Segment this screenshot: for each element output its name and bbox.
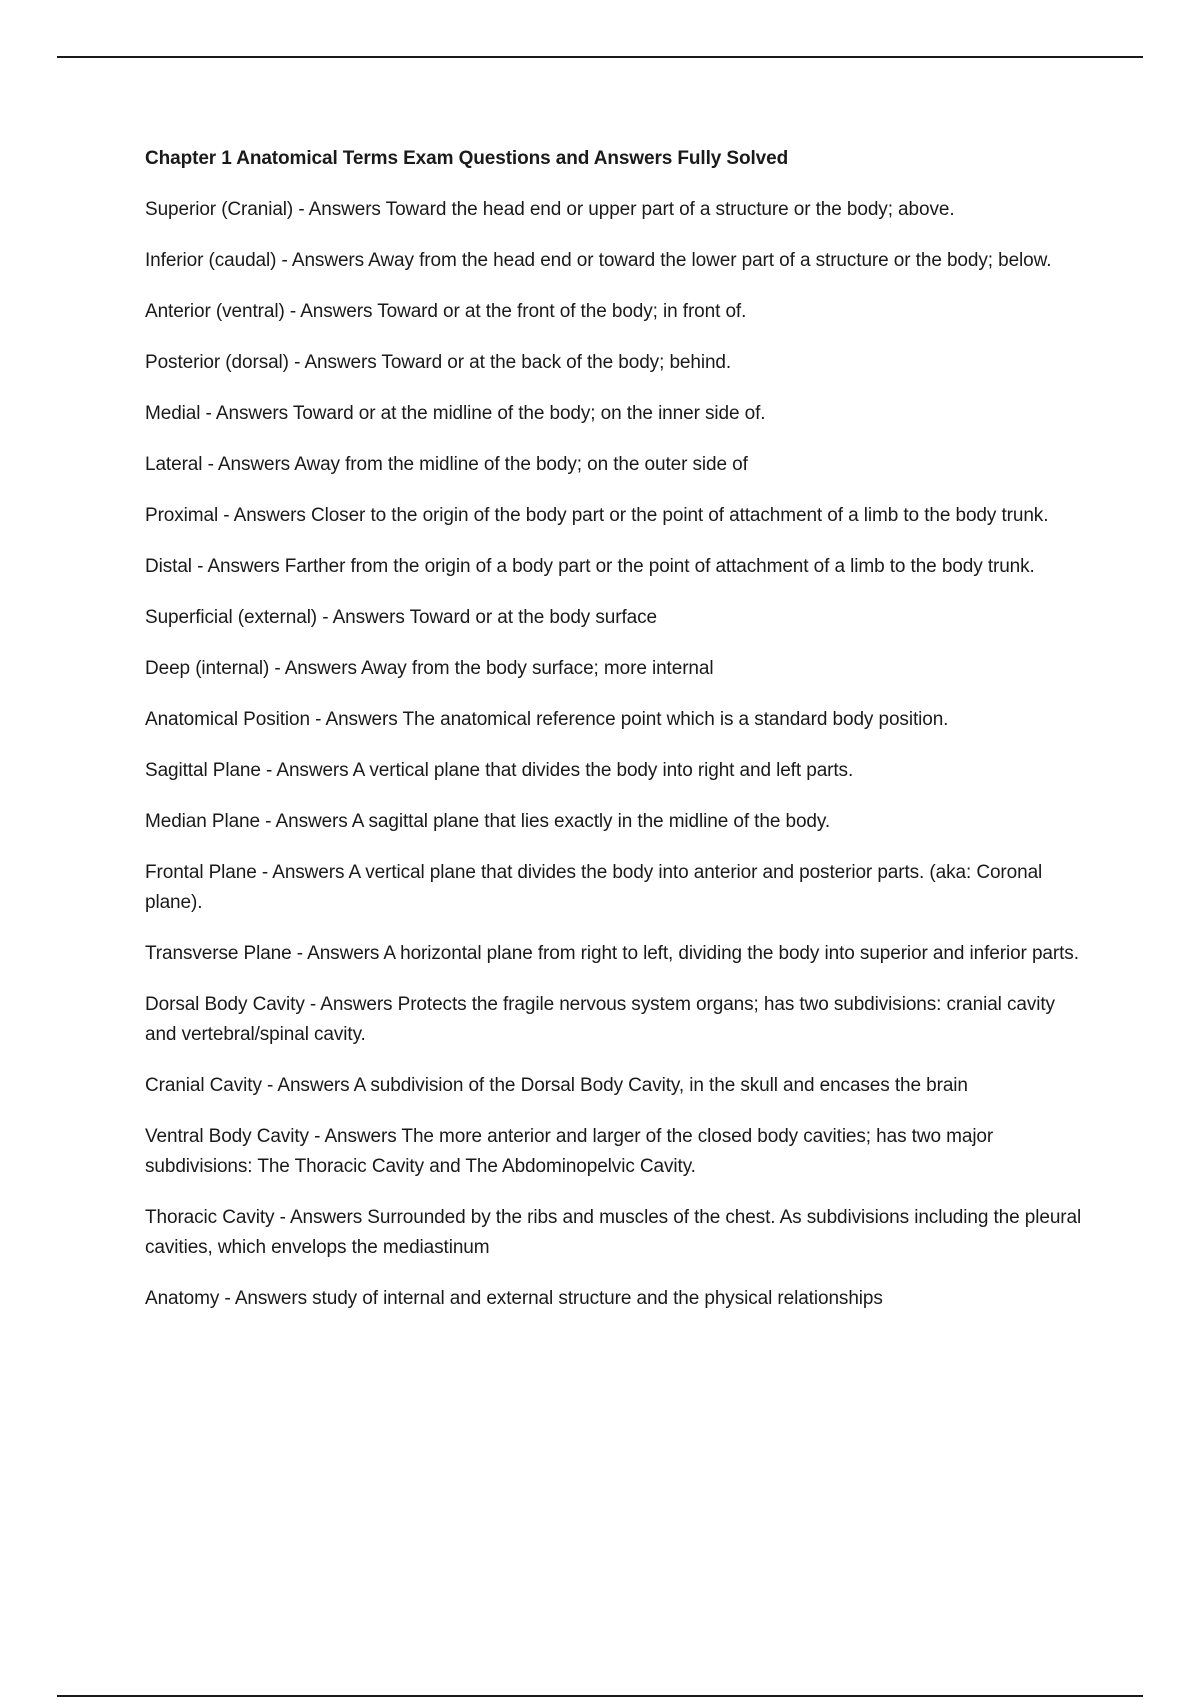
entry-anatomical-position: Anatomical Position - Answers The anatomical reference point which is a standard body position.: [145, 709, 949, 730]
entry-cranial-cavity: Cranial Cavity - Answers A subdivision of the Dorsal Body Cavity, in the skull and encases the brain: [145, 1075, 968, 1096]
entry-medial: Medial - Answers Toward or at the midline of the body; on the inner side of.: [145, 403, 766, 424]
entry-lateral: Lateral - Answers Away from the midline of the body; on the outer side of: [145, 454, 748, 475]
entry-posterior: Posterior (dorsal) - Answers Toward or at the back of the body; behind.: [145, 352, 732, 373]
entry-deep: Deep (internal) - Answers Away from the body surface; more internal: [145, 658, 714, 679]
entry-frontal-plane: Frontal Plane - Answers A vertical plane that divides the body into anterior and posterior parts. (aka: Coronal plane).: [145, 862, 1043, 913]
entry-superficial: Superficial (external) - Answers Toward or at the body surface: [145, 607, 657, 628]
entry-sagittal-plane: Sagittal Plane - Answers A vertical plane that divides the body into right and left parts.: [145, 760, 854, 781]
entry-ventral-body-cavity: Ventral Body Cavity - Answers The more anterior and larger of the closed body cavities; has two major subdivisions: The Thoracic Cavity and The Abdominopelvic Cavity.: [145, 1126, 994, 1177]
entry-dorsal-body-cavity: Dorsal Body Cavity - Answers Protects the fragile nervous system organs; has two subdivisions: cranial cavity and vertebral/spinal cavity.: [145, 994, 1055, 1045]
entry-inferior: Inferior (caudal) - Answers Away from the head end or toward the lower part of a structure or the body; below.: [145, 250, 1052, 271]
entry-transverse-plane: Transverse Plane - Answers A horizontal plane from right to left, dividing the body into superior and inferior parts.: [145, 943, 1079, 964]
entry-superior: Superior (Cranial) - Answers Toward the head end or upper part of a structure or the body; above.: [145, 199, 955, 220]
page-bottom-rule: [57, 1695, 1143, 1697]
entry-anatomy: Anatomy - Answers study of internal and external structure and the physical relationships: [145, 1288, 883, 1309]
entry-thoracic-cavity: Thoracic Cavity - Answers Surrounded by the ribs and muscles of the chest. As subdivisions including the pleural cavities, which envelops the mediastinum: [145, 1207, 1082, 1258]
entry-proximal: Proximal - Answers Closer to the origin of the body part or the point of attachment of a limb to the body trunk.: [145, 505, 1049, 526]
entry-anterior: Anterior (ventral) - Answers Toward or at the front of the body; in front of.: [145, 301, 747, 322]
document-title: Chapter 1 Anatomical Terms Exam Questions and Answers Fully Solved: [145, 148, 789, 169]
page-top-rule: [57, 56, 1143, 58]
document-body: [145, 144, 1085, 1335]
entry-distal: Distal - Answers Farther from the origin of a body part or the point of attachment of a limb to the body trunk.: [145, 556, 1035, 577]
entry-median-plane: Median Plane - Answers A sagittal plane that lies exactly in the midline of the body.: [145, 811, 831, 832]
